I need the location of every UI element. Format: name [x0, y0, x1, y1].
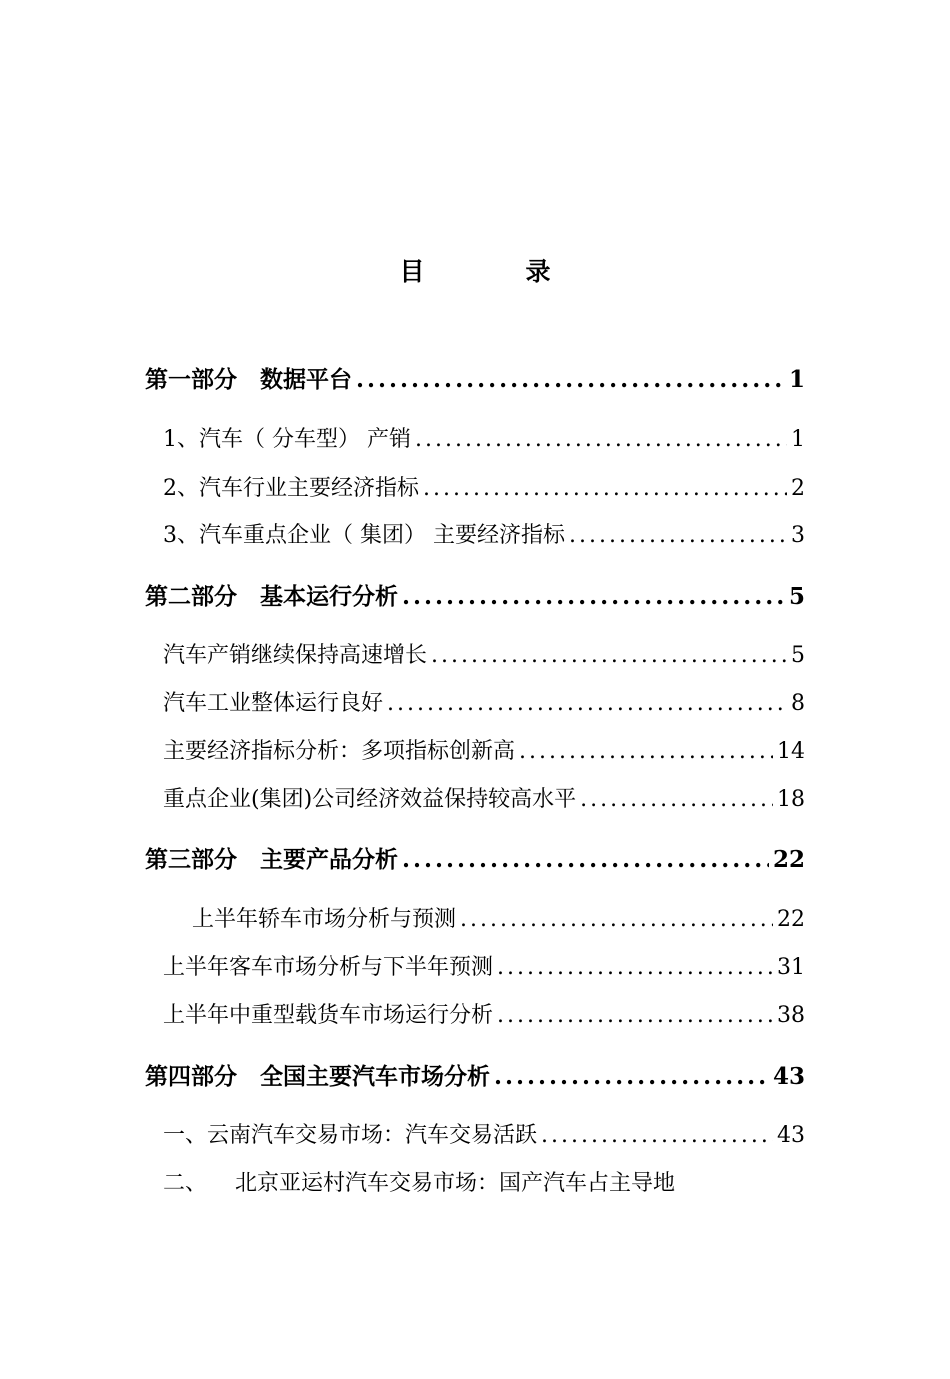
- leader-dots: [497, 1001, 773, 1031]
- toc-entry[interactable]: [163, 521, 805, 551]
- toc-entry-text: 云南汽车交易市场：汽车交易活跃: [207, 1123, 538, 1148]
- toc-entry-page: 5: [788, 583, 805, 610]
- toc-entry-part-1[interactable]: [145, 365, 805, 395]
- leader-dots: [423, 474, 787, 504]
- toc-entry-page: 14: [777, 739, 805, 764]
- toc-entry-prefix: 2、: [163, 476, 199, 501]
- toc-entry-page: 1: [791, 427, 805, 452]
- toc-entry[interactable]: [163, 785, 805, 815]
- toc-entry[interactable]: [163, 1169, 805, 1199]
- toc-entry[interactable]: [163, 737, 805, 767]
- toc-entry-text: 主要经济指标分析：多项指标创新高: [163, 739, 516, 764]
- leader-dots: [387, 689, 787, 719]
- toc-entry-text: 第二部分 基本运行分析: [145, 583, 398, 610]
- leader-dots: [541, 1121, 773, 1151]
- leader-dots: [569, 521, 787, 551]
- toc-entry-page: 22: [777, 907, 805, 932]
- toc-entry-text: 上半年客车市场分析与下半年预测: [163, 955, 494, 980]
- toc-entry-page: 18: [777, 787, 805, 812]
- toc-entry-page: 5: [791, 643, 805, 668]
- leader-dots: [460, 905, 773, 935]
- toc-entry-part-4[interactable]: [145, 1062, 805, 1092]
- toc-entry[interactable]: [192, 905, 805, 935]
- leader-dots: [356, 365, 785, 395]
- toc-entry-prefix: 二、: [163, 1171, 208, 1196]
- leader-dots: [431, 641, 787, 671]
- toc-entry-part-3[interactable]: [145, 845, 805, 875]
- toc-entry-text: 第三部分 主要产品分析: [145, 846, 398, 873]
- toc-entry-prefix: 3、: [163, 523, 199, 548]
- toc-entry-page: 8: [791, 691, 805, 716]
- toc-entry-text: 北京亚运村汽车交易市场：国产汽车占主导地: [235, 1171, 676, 1196]
- toc-entry-text: 汽车（ 分车型） 产销: [199, 427, 411, 452]
- toc-entry-part-2[interactable]: [145, 582, 805, 612]
- toc-entry[interactable]: [163, 425, 805, 455]
- toc-entry-page: 2: [791, 476, 805, 501]
- toc-entry-page: 1: [788, 366, 805, 393]
- toc-entry-page: 22: [772, 846, 805, 873]
- leader-dots: [519, 737, 773, 767]
- toc-entry-text: 汽车工业整体运行良好: [163, 691, 384, 716]
- toc-entry-text: 汽车产销继续保持高速增长: [163, 643, 428, 668]
- leader-dots: [402, 582, 785, 612]
- leader-dots: [494, 1062, 769, 1092]
- toc-entry-text: 上半年轿车市场分析与预测: [192, 907, 457, 932]
- toc-entry-page: 38: [777, 1003, 805, 1028]
- toc-entry-page: 31: [777, 955, 805, 980]
- toc-entry[interactable]: [163, 1001, 805, 1031]
- toc-entry-text: 上半年中重型载货车市场运行分析: [163, 1003, 494, 1028]
- leader-dots: [580, 785, 773, 815]
- toc-entry-prefix: 一、: [163, 1123, 208, 1148]
- toc-entry[interactable]: [163, 953, 805, 983]
- toc-entry-text: 第一部分 数据平台: [145, 366, 352, 393]
- toc-entry[interactable]: [163, 474, 805, 504]
- toc-entry-page: 43: [772, 1063, 805, 1090]
- leader-dots: [402, 845, 769, 875]
- toc-entry-text: 汽车重点企业（ 集团） 主要经济指标: [199, 523, 565, 548]
- toc-entry-text: 第四部分 全国主要汽车市场分析: [145, 1063, 490, 1090]
- toc-entry-text: 重点企业(集团)公司经济效益保持较高水平: [163, 787, 577, 812]
- toc-entry-page: 3: [791, 523, 805, 548]
- toc-entry[interactable]: [163, 641, 805, 671]
- toc-title: 目 录: [399, 257, 589, 286]
- leader-dots: [415, 425, 787, 455]
- toc-entry[interactable]: [163, 689, 805, 719]
- toc-entry-text: 汽车行业主要经济指标: [199, 476, 420, 501]
- leader-dots: [497, 953, 773, 983]
- toc-entry[interactable]: [163, 1121, 805, 1151]
- toc-entry-page: 43: [777, 1123, 805, 1148]
- toc-entry-prefix: 1、: [163, 427, 199, 452]
